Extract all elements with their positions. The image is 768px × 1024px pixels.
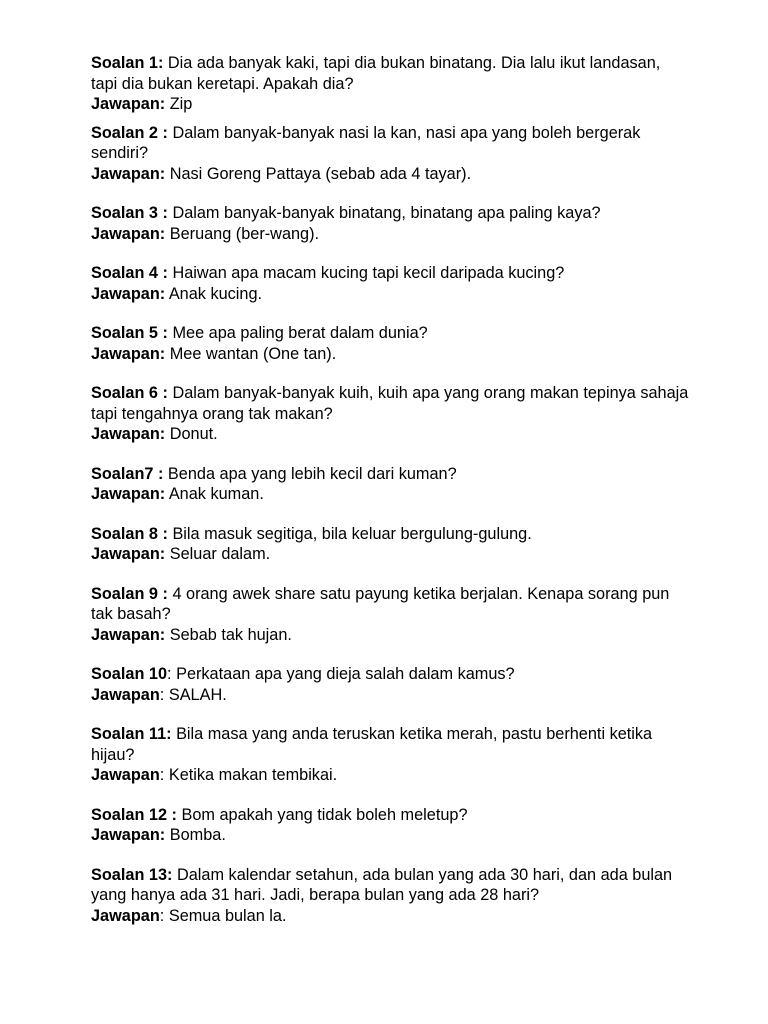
answer-label: Jawapan: — [91, 164, 166, 183]
qa-item-1 — [91, 53, 691, 115]
question-label: Soalan 5 : — [91, 324, 168, 342]
answer-text: : Semua bulan la. — [159, 906, 287, 925]
question — [91, 53, 691, 94]
answer-label: Jawapan — [91, 766, 160, 784]
answer-text: : Ketika makan tembikai. — [159, 766, 338, 784]
answer — [91, 424, 691, 445]
answer — [91, 625, 691, 646]
question-label: Soalan 12 : — [91, 805, 177, 824]
answer-label: Jawapan: — [91, 485, 166, 503]
answer-label: Jawapan: — [91, 224, 166, 243]
qa-item-12 — [91, 805, 691, 846]
answer-text: Beruang (ber-wang). — [165, 224, 320, 243]
question-text: Dalam banyak-banyak binatang, binatang apa paling kaya? — [167, 204, 601, 222]
question-label: Soalan 10 — [91, 665, 168, 683]
question-text: Dia ada banyak kaki, tapi dia bukan binatang. Dia lalu ikut landasan, tapi dia bukan keretapi. Apakah dia? — [91, 54, 661, 93]
answer-label: Jawapan: — [91, 625, 166, 644]
answer — [91, 344, 691, 365]
question — [91, 584, 691, 625]
question — [91, 724, 691, 765]
document-page — [91, 53, 691, 926]
question-text: Dalam banyak-banyak nasi la kan, nasi apa yang boleh bergerak sendiri? — [91, 123, 641, 162]
answer-label: Jawapan: — [91, 826, 166, 844]
answer-text: Sebab tak hujan. — [165, 625, 292, 644]
question-text: Haiwan apa macam kucing tapi kecil daripada kucing? — [167, 264, 565, 282]
answer — [91, 825, 691, 846]
question-text: Dalam kalendar setahun, ada bulan yang ada 30 hari, dan ada bulan yang hanya ada 31 hari. Jadi, berapa bulan yang ada 28 hari? — [91, 865, 673, 904]
answer-text: Anak kuman. — [165, 485, 264, 503]
answer — [91, 685, 691, 706]
question-text: 4 orang awek share satu payung ketika berjalan. Kenapa sorang pun tak basah? — [91, 584, 670, 623]
question-label: Soalan 13: — [91, 865, 173, 884]
question — [91, 805, 691, 826]
answer-label: Jawapan: — [91, 545, 166, 563]
qa-item-9 — [91, 584, 691, 646]
question-label: Soalan 1: — [91, 54, 164, 72]
qa-item-10 — [91, 664, 691, 705]
question — [91, 464, 691, 485]
question-text: Bila masa yang anda teruskan ketika merah, pastu berhenti ketika hijau? — [91, 725, 653, 764]
answer-text: Seluar dalam. — [165, 545, 271, 563]
answer-text: Nasi Goreng Pattaya (sebab ada 4 tayar). — [165, 164, 472, 183]
question-text: Dalam banyak-banyak kuih, kuih apa yang orang makan tepinya sahaja tapi tengahnya orang tak makan? — [91, 384, 689, 423]
answer-label: Jawapan — [91, 906, 160, 925]
question-text: Bila masuk segitiga, bila keluar bergulung-gulung. — [167, 524, 532, 543]
question-text: Benda apa yang lebih kecil dari kuman? — [163, 464, 457, 483]
answer — [91, 94, 691, 115]
answer-label: Jawapan: — [91, 95, 166, 113]
question-label: Soalan 2 : — [91, 123, 168, 142]
question-text: Mee apa paling berat dalam dunia? — [167, 324, 428, 342]
answer — [91, 284, 691, 305]
answer-label: Jawapan: — [91, 344, 166, 363]
answer-text: Mee wantan (One tan). — [165, 344, 337, 363]
answer-text: Anak kucing. — [165, 284, 263, 303]
question — [91, 323, 691, 344]
qa-item-7 — [91, 464, 691, 505]
answer — [91, 164, 691, 185]
question-label: Soalan 3 : — [91, 204, 168, 222]
question — [91, 123, 691, 164]
question-text: : Perkataan apa yang dieja salah dalam kamus? — [167, 665, 515, 683]
question — [91, 865, 691, 906]
answer-text: Bomba. — [165, 826, 226, 844]
qa-item-2 — [91, 123, 691, 185]
question — [91, 524, 691, 545]
question-text: Bom apakah yang tidak boleh meletup? — [176, 805, 468, 824]
question — [91, 203, 691, 224]
answer — [91, 906, 691, 927]
answer-label: Jawapan: — [91, 425, 166, 443]
question-label: Soalan 4 : — [91, 264, 168, 282]
qa-item-13 — [91, 865, 691, 927]
qa-item-8 — [91, 524, 691, 565]
answer-text: Zip — [165, 95, 193, 113]
question-label: Soalan 11: — [91, 725, 172, 743]
question-label: Soalan 9 : — [91, 584, 168, 603]
qa-item-3 — [91, 203, 691, 244]
answer — [91, 224, 691, 245]
answer-label: Jawapan: — [91, 284, 166, 303]
answer — [91, 484, 691, 505]
question — [91, 383, 691, 424]
qa-item-4 — [91, 263, 691, 304]
question-label: Soalan 6 : — [91, 384, 168, 402]
qa-item-11 — [91, 724, 691, 786]
question-label: Soalan 8 : — [91, 524, 168, 543]
answer — [91, 765, 691, 786]
answer-text: : SALAH. — [159, 685, 227, 704]
qa-item-6 — [91, 383, 691, 445]
answer — [91, 544, 691, 565]
answer-text: Donut. — [165, 425, 218, 443]
qa-item-5 — [91, 323, 691, 364]
question — [91, 664, 691, 685]
question — [91, 263, 691, 284]
question-label: Soalan7 : — [91, 464, 164, 483]
answer-label: Jawapan — [91, 685, 160, 704]
